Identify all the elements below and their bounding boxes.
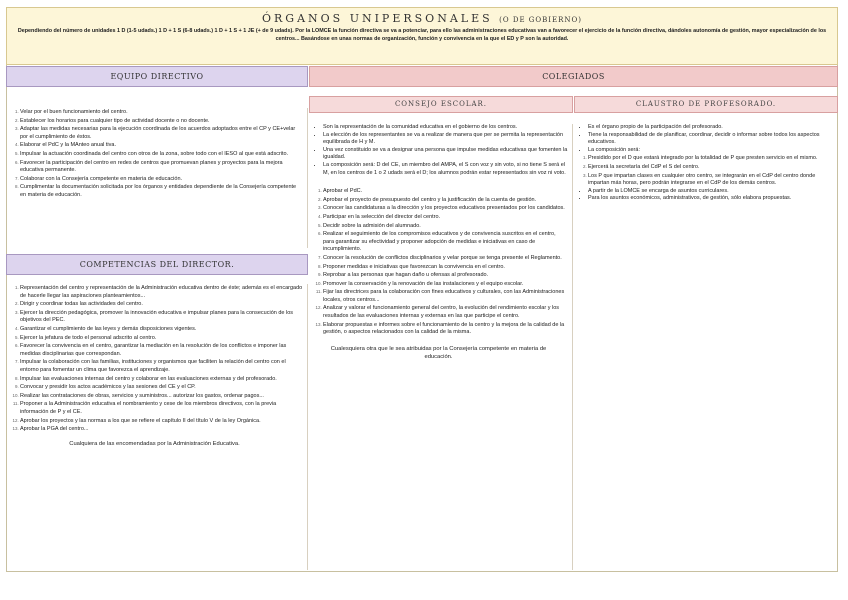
list-item: • Una vez constituido se va a designar una persona que impulse medidas educativas que fomenten la igualdad. [323,147,568,162]
equipo-directivo-header: EQUIPO DIRECTIVO [6,66,308,87]
list-item: • Son la representación de la comunidad educativa en el gobierno de los centros. [323,124,568,132]
list-item: 4. Garantizar el cumplimiento de las leyes y demás disposiciones vigentes. [20,325,303,334]
page-title: ÓRGANOS UNIPERSONALES (O DE GOBIERNO) [261,12,582,25]
list-item: 1. Aprobar el PdC. [323,187,568,196]
list-item: 2. Establecer los horarios para cualquier tipo de actividad docente o no docente. [20,117,303,126]
list-item: 2. Dirigir y coordinar todas las actividades del centro. [20,300,303,309]
list-item: • Es el órgano propio de la participación del profesorado. [588,124,834,132]
list-item: 13. Elaborar propuestas e informes sobre el funcionamiento de la centro y la mejora de la calidad de la gestión, o aspectos relacionados con la calidad de la misma. [323,321,568,337]
list-item: • La composición será: D del CE, un miembro del AMPA, el S con voz y sin voto, si no tiene S será el M, en los centros de 1 o 2 udads será el D; los alumnos podrán estar representados sin voz ni voto. [323,162,568,177]
list-item: 8. Proponer medidas e iniciativas que favorezcan la convivencia en el centro. [323,263,568,272]
list-item: 9. Convocar y presidir los actos académicos y las sesiones del CE y el CP. [20,383,303,392]
list-item: 1. Velar por el buen funcionamiento del centro. [20,108,303,117]
claustro-bullets [574,124,834,154]
consejo-escolar-section [309,124,573,570]
list-item: 12. Aprobar los proyectos y las normas a los que se refiere el capítulo II del título V de la ley Orgánica. [20,417,303,426]
list-item: 9. Reprobar a las personas que hagan daño u ofensas al profesorado. [323,271,568,280]
list-item: 8. Cumplimentar la documentación solicitada por los órganos y entidades dependiente de la Consejería competente en materia de educación. [20,183,303,199]
list-item: 5. Ejercer la jefatura de todo el personal adscrito al centro. [20,334,303,343]
claustro-section [574,124,838,570]
competencias-director-section [6,284,308,570]
list-item: 3. Conocer las candidaturas a la dirección y los proyectos educativos presentados por los candidatos. [323,204,568,213]
list-item: 13. Aprobar la PGA del centro... [20,425,303,434]
list-item: 6. Favorecer la convivencia en el centro, garantizar la mediación en la resolución de los conflictos e imponer las medidas disciplinarias que correspondan. [20,342,303,358]
list-item: • La composición será: [588,147,834,155]
intro-text: Dependiendo del número de unidades 1 D (1-5 udads.) 1 D + 1 S (6-8 udads.) 1 D + 1 S + 1 JE (+ de 9 udads). Por la LOMCE la función directiva se va a potenciar, para ello las administraciones educativas van a favorecer el ejercicio de la función directiva, dándoles autonomía de gestión, mayor especialización de los centros... Basándose en unas normas de organización, función y convivencia en la que el ED y P son la autoridad. [17,28,827,42]
consejo-bullets [309,124,568,177]
list-item: 6. Realizar el seguimiento de los compromisos educativos y de convivencia suscritos en el centro, para garantizar su efectividad y proponer adopción de medidas e iniciativas en caso de incumplimiento. [323,230,568,254]
consejo-functions-list [309,187,568,337]
claustro-header: CLAUSTRO DE PROFESORADO. [574,96,838,113]
list-item: 3. Adaptar las medidas necesarias para la ejecución coordinada de los acuerdos adoptados entre el CP y CE+velar por el cumplimiento de éstos. [20,125,303,141]
list-item: 2. Aprobar el proyecto de presupuesto del centro y la justificación de la cuenta de gestión. [323,196,568,205]
consejo-escolar-header: CONSEJO ESCOLAR. [309,96,573,113]
list-item: 8. Impulsar las evaluaciones internas del centro y colaborar en las evaluaciones externas y del profesorado. [20,375,303,384]
colegiados-header: COLEGIADOS [309,66,838,87]
claustro-composition-list [574,154,834,187]
competencias-note: Cualquiera de las encomendadas por la Administración Educativa. [69,440,240,447]
equipo-directivo-section [6,108,308,248]
list-item: • La elección de los representantes se va a realizar de manera que per se permita la representación equilibrada de H y M. [323,132,568,147]
list-item: 2. Ejercerá la secretaría del CdP el S del centro. [588,163,834,172]
list-item: 3. Ejercer la dirección pedagógica, promover la innovación educativa e impulsar planes para la consecución de los objetivos del PEC. [20,309,303,325]
list-item: • Para los asuntos económicos, administrativos, de gestión, sólo elabora propuestas. [588,195,834,203]
list-item: 11. Proponer a la Administración educativa el nombramiento y cese de los miembros directivos, con la previa información de P y el CE. [20,400,303,416]
claustro-bullets-extra [574,188,834,203]
equipo-directivo-list [6,108,303,200]
list-item: 7. Colaborar con la Consejería competente en materia de educación. [20,175,303,184]
list-item: 1. Representación del centro y representación de la Administración educativa dentro de éste; además es el encargado de hacerle llegar las aspiraciones planteamientos... [20,284,303,300]
list-item: 5. Decidir sobre la admisión del alumnado. [323,222,568,231]
list-item: 10. Promover la conservación y la renovación de las instalaciones y el equipo escolar. [323,280,568,289]
list-item: 6. Favorecer la participación del centro en redes de centros que promuevan planes y proyectos para la mejora educativa permanente. [20,159,303,175]
list-item: 10. Realizar las contrataciones de obras, servicios y suministros... autorizar los gastos, ordenar pagos... [20,392,303,401]
consejo-note: Cualesquiera otra que le sea atribuidas por la Consejería competente en materia de educación. [330,345,547,360]
list-item: • A partir de la LOMCE se encarga de asuntos curriculares. [588,188,834,196]
list-item: 11. Fijar las directrices para la colaboración con fines educativos y culturales, con las Administraciones locales, otros centros... [323,288,568,304]
list-item: 7. Conocer la resolución de conflictos disciplinarios y velar porque se tenga presente el Reglamento. [323,254,568,263]
top-banner [6,7,838,65]
list-item: 4. Participar en la selección del director del centro. [323,213,568,222]
list-item: 7. Impulsar la colaboración con las familias, instituciones y organismos que faciliten la relación del centro con el entorno para fomentar un clima que favorezca el aprendizaje. [20,358,303,374]
list-item: • Tiene la responsabilidad de de planificar, coordinar, decidir o informar sobre todos los aspectos educativos. [588,132,834,147]
list-item: 12. Analizar y valorar el funcionamiento general del centro, la evolución del rendimiento escolar y los resultados de las evaluaciones internas y externas en las que participe el centro. [323,304,568,320]
competencias-director-header: COMPETENCIAS DEL DIRECTOR. [6,254,308,275]
list-item: 4. Elaborar el PdC y la MAnteo anual tiva. [20,141,303,150]
list-item: 5. Impulsar la actuación coordinada del centro con otros de la zona, sobre todo con el IESO al que está adscrito. [20,150,303,159]
list-item: 1. Presidido por el D que estará integrado por la totalidad de P que presten servicio en el mismo. [588,154,834,163]
competencias-list [6,284,303,434]
list-item: 3. Los P que impartan clases en cualquier otro centro, se integrarán en el CdP del centro donde impartan más horas, pero podrán integrarse en el CdP de los demás centros. [588,172,834,188]
